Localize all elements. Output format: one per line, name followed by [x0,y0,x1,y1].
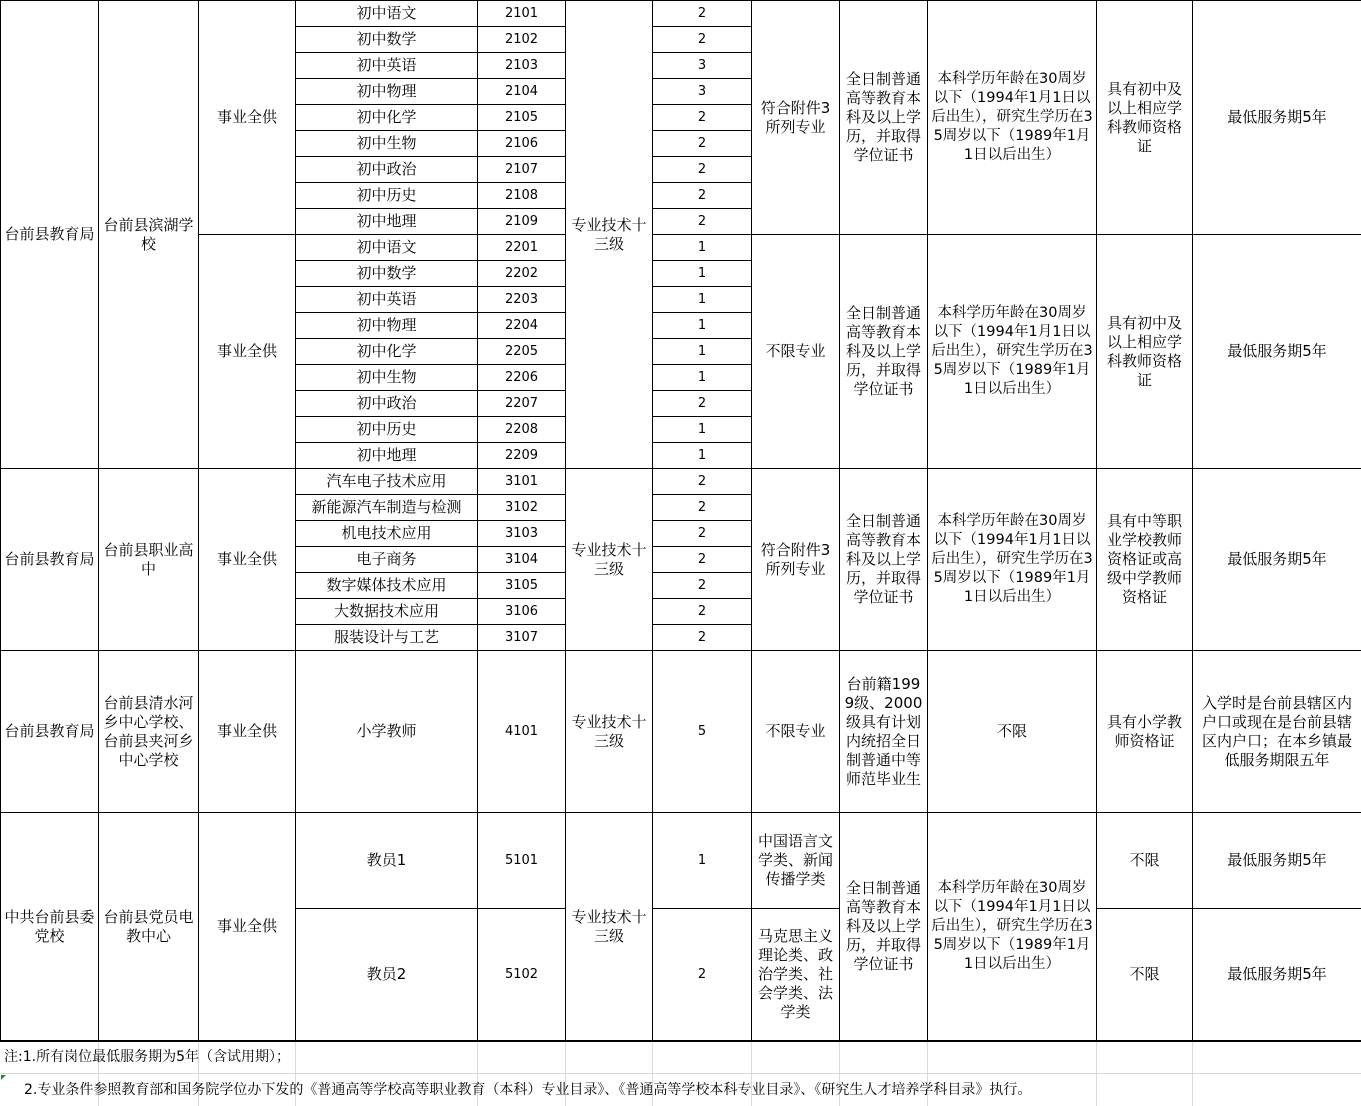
position-name: 数字媒体技术应用 [296,573,478,599]
position-name: 初中地理 [296,443,478,469]
position-name: 新能源汽车制造与检测 [296,495,478,521]
certificate-cell: 具有小学教师资格证 [1097,651,1193,813]
position-code: 2104 [478,79,566,105]
position-code: 5101 [478,813,566,909]
other-requirement-cell: 最低服务期5年 [1193,235,1361,469]
position-name: 初中数学 [296,27,478,53]
position-code: 2105 [478,105,566,131]
education-cell: 全日制普通高等教育本科及以上学历，并取得学位证书 [840,469,928,651]
title-level-cell: 专业技术十三级 [566,1,653,469]
certificate-cell: 具有初中及以上相应学科教师资格证 [1097,235,1193,469]
funding-cell: 事业全供 [199,813,296,1041]
position-code: 2106 [478,131,566,157]
major-cell: 符合附件3所列专业 [752,1,840,235]
position-count: 1 [653,235,752,261]
position-name: 初中物理 [296,313,478,339]
position-name: 初中语文 [296,1,478,27]
notes-area [0,1041,1361,1106]
position-count: 1 [653,443,752,469]
position-name: 服装设计与工艺 [296,625,478,651]
position-name: 初中化学 [296,339,478,365]
other-requirement-cell: 最低服务期5年 [1193,813,1361,909]
position-code: 3105 [478,573,566,599]
position-count: 2 [653,183,752,209]
position-code: 2208 [478,417,566,443]
position-code: 2206 [478,365,566,391]
funding-cell: 事业全供 [199,469,296,651]
position-count: 3 [653,79,752,105]
position-count: 2 [653,469,752,495]
education-cell: 全日制普通高等教育本科及以上学历，并取得学位证书 [840,1,928,235]
position-count: 2 [653,599,752,625]
department-cell: 台前县教育局 [1,651,99,813]
position-code: 2202 [478,261,566,287]
position-code: 2209 [478,443,566,469]
age-cell: 不限 [928,651,1097,813]
position-count: 2 [653,573,752,599]
position-count: 1 [653,339,752,365]
position-code: 2203 [478,287,566,313]
major-cell: 符合附件3所列专业 [752,469,840,651]
table-row [1,651,1361,813]
position-code: 2109 [478,209,566,235]
position-name: 初中政治 [296,157,478,183]
position-code: 3104 [478,547,566,573]
major-cell: 不限专业 [752,651,840,813]
position-count: 1 [653,813,752,909]
note-line-1: 注:1.所有岗位最低服务期为5年（含试用期）； [0,1042,1361,1073]
position-count: 3 [653,53,752,79]
funding-cell: 事业全供 [199,235,296,469]
funding-cell: 事业全供 [199,1,296,235]
unit-cell: 台前县清水河乡中心学校、台前县夹河乡中心学校 [99,651,199,813]
other-requirement-cell: 入学时是台前县辖区内户口或现在是台前县辖区内户口；在本乡镇最低服务期限五年 [1193,651,1361,813]
unit-cell: 台前县滨湖学校 [99,1,199,469]
table-row [1,1,1361,27]
position-name: 初中历史 [296,417,478,443]
funding-cell: 事业全供 [199,651,296,813]
position-code: 3102 [478,495,566,521]
position-count: 2 [653,27,752,53]
position-name: 教员2 [296,909,478,1041]
position-name: 大数据技术应用 [296,599,478,625]
position-code: 2204 [478,313,566,339]
position-count: 2 [653,1,752,27]
position-name: 机电技术应用 [296,521,478,547]
position-name: 电子商务 [296,547,478,573]
position-count: 2 [653,209,752,235]
position-name: 初中历史 [296,183,478,209]
certificate-cell: 不限 [1097,909,1193,1041]
position-code: 5102 [478,909,566,1041]
table-row [1,469,1361,495]
title-level-cell: 专业技术十三级 [566,469,653,651]
position-code: 4101 [478,651,566,813]
position-count: 2 [653,625,752,651]
position-count: 1 [653,287,752,313]
certificate-cell: 具有初中及以上相应学科教师资格证 [1097,1,1193,235]
department-cell: 台前县教育局 [1,469,99,651]
major-cell: 中国语言文学类、新闻传播学类 [752,813,840,909]
education-cell: 全日制普通高等教育本科及以上学历，并取得学位证书 [840,813,928,1041]
position-name: 初中英语 [296,53,478,79]
position-count: 1 [653,417,752,443]
position-name: 小学教师 [296,651,478,813]
position-code: 2205 [478,339,566,365]
age-cell: 本科学历年龄在30周岁以下（1994年1月1日以后出生），研究生学历在35周岁以下（1989年1月1日以后出生） [928,1,1097,235]
age-cell: 本科学历年龄在30周岁以下（1994年1月1日以后出生），研究生学历在35周岁以下（1989年1月1日以后出生） [928,813,1097,1041]
certificate-cell: 不限 [1097,813,1193,909]
position-name: 初中英语 [296,287,478,313]
position-count: 2 [653,547,752,573]
education-cell: 台前籍1999级、2000级具有计划内统招全日制普通中等师范毕业生 [840,651,928,813]
position-name: 初中物理 [296,79,478,105]
position-code: 2101 [478,1,566,27]
position-name: 初中生物 [296,365,478,391]
position-count: 2 [653,157,752,183]
position-code: 2108 [478,183,566,209]
position-count: 2 [653,391,752,417]
unit-cell: 台前县职业高中 [99,469,199,651]
position-name: 教员1 [296,813,478,909]
position-count: 2 [653,495,752,521]
position-count: 2 [653,521,752,547]
position-count: 1 [653,313,752,339]
note-line-2: 2.专业条件参照教育部和国务院学位办下发的《普通高等学校高等职业教育（本科）专业目录》、《普通高等学校本科专业目录》、《研究生人才培养学科目录》执行。 [0,1075,1361,1106]
position-name: 汽车电子技术应用 [296,469,478,495]
unit-cell: 台前县党员电教中心 [99,813,199,1041]
position-code: 2103 [478,53,566,79]
major-cell: 马克思主义理论类、政治学类、社会学类、法学类 [752,909,840,1041]
other-requirement-cell: 最低服务期5年 [1193,909,1361,1041]
other-requirement-cell: 最低服务期5年 [1193,1,1361,235]
position-count: 1 [653,365,752,391]
position-name: 初中化学 [296,105,478,131]
other-requirement-cell: 最低服务期5年 [1193,469,1361,651]
position-count: 5 [653,651,752,813]
department-cell: 台前县教育局 [1,1,99,469]
table-row [1,235,1361,261]
age-cell: 本科学历年龄在30周岁以下（1994年1月1日以后出生），研究生学历在35周岁以下（1989年1月1日以后出生） [928,235,1097,469]
department-cell: 中共台前县委党校 [1,813,99,1041]
position-count: 2 [653,105,752,131]
title-level-cell: 专业技术十三级 [566,813,653,1041]
position-code: 2207 [478,391,566,417]
position-count: 2 [653,909,752,1041]
position-name: 初中数学 [296,261,478,287]
position-name: 初中地理 [296,209,478,235]
major-cell: 不限专业 [752,235,840,469]
title-level-cell: 专业技术十三级 [566,651,653,813]
position-name: 初中政治 [296,391,478,417]
position-code: 2102 [478,27,566,53]
position-code: 3107 [478,625,566,651]
position-name: 初中语文 [296,235,478,261]
position-code: 3106 [478,599,566,625]
position-count: 2 [653,131,752,157]
position-code: 2107 [478,157,566,183]
table-row [1,813,1361,909]
education-cell: 全日制普通高等教育本科及以上学历，并取得学位证书 [840,235,928,469]
age-cell: 本科学历年龄在30周岁以下（1994年1月1日以后出生），研究生学历在35周岁以下（1989年1月1日以后出生） [928,469,1097,651]
position-code: 3103 [478,521,566,547]
position-code: 2201 [478,235,566,261]
position-name: 初中生物 [296,131,478,157]
position-count: 1 [653,261,752,287]
certificate-cell: 具有中等职业学校教师资格证或高级中学教师资格证 [1097,469,1193,651]
position-code: 3101 [478,469,566,495]
